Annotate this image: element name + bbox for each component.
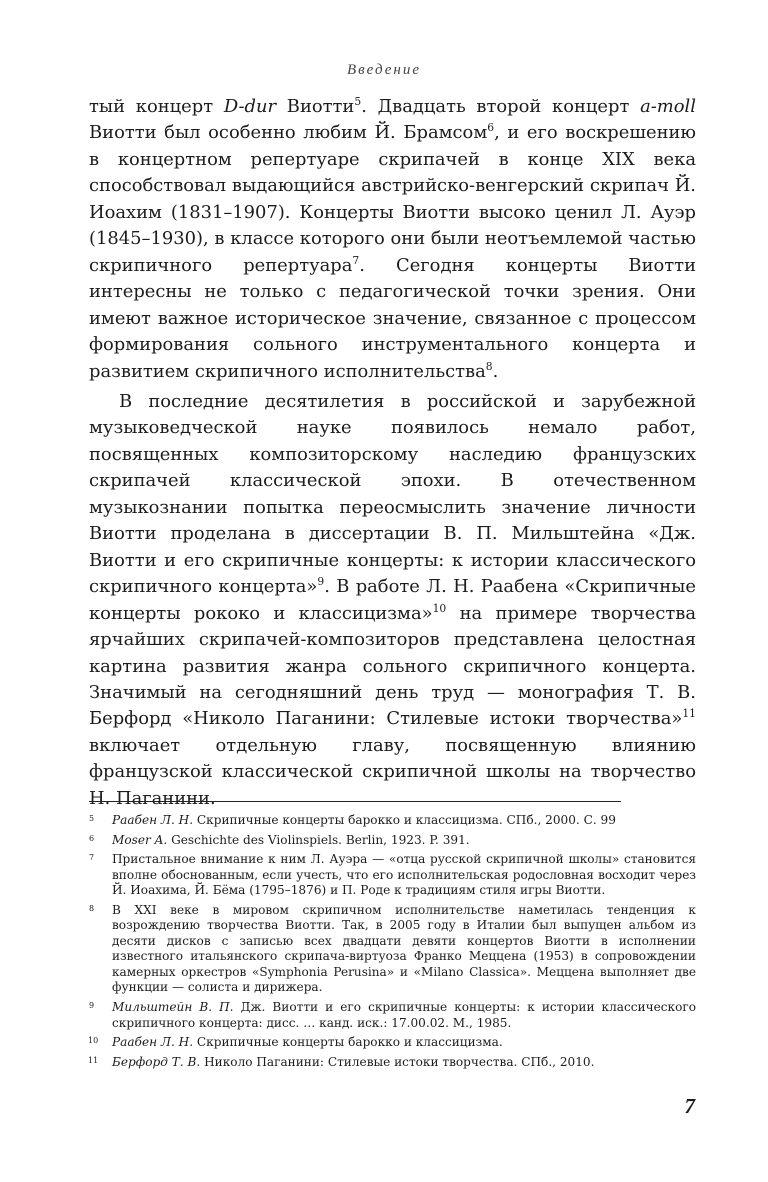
footnote-ref[interactable]: 8 bbox=[485, 359, 493, 373]
footnote-number: 9 bbox=[89, 1001, 95, 1011]
footnote-item: 8 В XXI веке в мировом скрипичном исполнительстве наметилась тенденция к возрождению творчества Виотти. Так, в 2005 году в Италии был выпущен альбом из десяти дисков с записью всех двадцати девяти концертов Виотти в исполнении известного итальянского скрипача-виртуоза Франко Меццена (1953) в сопровождении камерных оркестров «Symphonia Perusina» и «Milano Classica». Меццена выполняет две функции — солиста и дирижера. bbox=[89, 902, 696, 995]
footnote-item: 5 Раабен Л. Н. Скрипичные концерты барокко и классицизма. СПб., 2000. С. 99 bbox=[89, 813, 616, 827]
footnote-number: 8 bbox=[89, 903, 95, 913]
footnote-ref[interactable]: 6 bbox=[487, 121, 495, 135]
footnote-number: 7 bbox=[89, 853, 95, 863]
footnote-item: 9 Мильштейн В. П. Дж. Виотти и его скрипичные концерты: к истории классического скрипичного концерта: дисс. … канд. иск.: 17.00.02. М., 1985. bbox=[89, 1000, 696, 1030]
main-text bbox=[89, 94, 696, 812]
running-header: Введение bbox=[347, 62, 421, 78]
footnote-number: 5 bbox=[89, 814, 95, 823]
footnote-number: 11 bbox=[88, 1055, 99, 1065]
footnote-item: 7 Пристальное внимание к ним Л. Ауэра — «отца русской скрипичной школы» становится вполне обоснованным, если учесть, что его исполнительская родословная восходит через Й. Иоахима, Й. Бёма (1795–1876) и П. Роде к традициям стиля игры Виотти. bbox=[89, 852, 696, 898]
footnote-number: 10 bbox=[88, 1036, 99, 1046]
footnote-ref[interactable]: 5 bbox=[354, 95, 362, 109]
footnote-ref[interactable]: 10 bbox=[432, 601, 447, 615]
footnotes bbox=[89, 813, 696, 1074]
paragraph-1: тый концерт D-dur Виотти$^5$. Двадцать второй концерт a-moll Виотти был особенно любим Й. Брамсом$^6$, и его воскрешению в концертном репертуаре скрипачей в конце XIX века способствовал выдающийся австрийско-венгерский скрипач Й. Иоахим (1831–1907). Концерты Виотти высоко ценил Л. Ауэр (1845–1930), в классе которого они были неотъемлемой частью скрипичного репертуара$^7$. Сегодня концерты Виотти интересны не только с педагогической точки зрения. Они имеют важное историческое значение, связанное с процессом формирования сольного инструментального концерта и развитием скрипичного исполнительства$^8$. bbox=[89, 95, 696, 382]
footnote-number: 6 bbox=[89, 833, 95, 843]
footnote-item: 10 Раабен Л. Н. Скрипичные концерты барокко и классицизма. bbox=[88, 1035, 503, 1050]
page-number: 7 bbox=[684, 1094, 695, 1118]
footnote-ref[interactable]: 11 bbox=[682, 707, 696, 721]
footnote-divider bbox=[89, 801, 621, 802]
paragraph-2: В последние десятилетия в российской и зарубежной музыковедческой науке появилось немало работ, посвященных композиторскому наследию французских скрипачей классической эпохи. В отечественном музыкознании попытка переосмыслить значение личности Виотти проделана в диссертации В. П. Мильштейна «Дж. Виотти и его скрипичные концерты: к истории классического скрипичного концерта»$^9$. В работе Л. Н. Раабена «Скрипичные концерты рококо и классицизма»$^{10}$ на примере творчества ярчайших скрипачей-композиторов представлена целостная картина развития жанра сольного скрипичного концерта. Значимый на сегодняшний день труд — монография Т. В. Берфорд «Николо Паганини: Стилевые истоки творчества»$^{11}$ включает отдельную главу, посвященную влиянию французской классической скрипичной школы на творчество Н. Паганини. bbox=[89, 390, 696, 809]
footnote-ref[interactable]: 9 bbox=[317, 575, 325, 589]
footnote-ref[interactable]: 7 bbox=[352, 253, 360, 267]
footnote-item: 6 Moser A. Geschichte des Violinspiels. Berlin, 1923. P. 391. bbox=[89, 832, 470, 847]
footnote-item: 11 Берфорд Т. В. Николо Паганини: Стилевые истоки творчества. СПб., 2010. bbox=[88, 1054, 595, 1069]
